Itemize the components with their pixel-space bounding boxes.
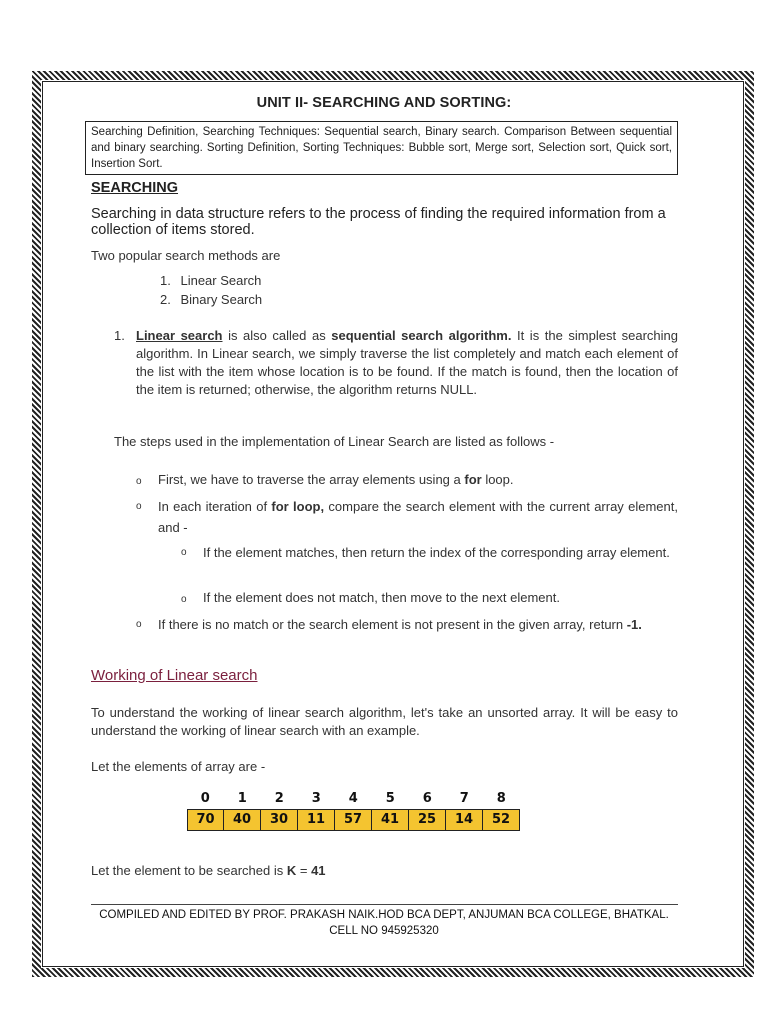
key-symbol: K (286, 863, 297, 878)
method-label: Linear Search (180, 273, 262, 288)
array-cell: 25 (409, 809, 446, 831)
text-span: loop. (481, 472, 514, 487)
method-label: Binary Search (180, 292, 263, 307)
text-span: If there is no match or the search element is not present in the given array, return (158, 617, 627, 632)
array-cell: 52 (483, 809, 520, 831)
array-cell: 41 (372, 809, 409, 831)
bullet-icon: o (136, 476, 142, 487)
key-value: 41 (311, 863, 326, 878)
method-number: 2. (160, 292, 171, 307)
sub-step-item: If the element matches, then return the index of the corresponding array element. (203, 545, 670, 560)
page-title: UNIT II- SEARCHING AND SORTING: (256, 95, 512, 111)
bullet-icon: o (136, 501, 142, 512)
array-cell: 40 (224, 809, 261, 831)
method-number: 1. (160, 273, 171, 288)
text-span: is also called as (222, 328, 332, 343)
methods-intro: Two popular search methods are (91, 248, 281, 263)
bullet-icon: o (181, 594, 187, 605)
step-item (158, 614, 678, 635)
text-span: = (296, 863, 312, 878)
working-paragraph: To understand the working of linear search algorithm, let's take an unsorted array. It will be easy to understand the working of linear search with an example. (91, 705, 678, 738)
text-span: Let the element to be searched is (91, 863, 287, 878)
section-heading-working: Working of Linear search (91, 667, 258, 684)
array-index: 2 (274, 791, 285, 806)
method-item (160, 272, 261, 290)
searching-definition: Searching in data structure refers to the process of finding the required information from a collection of items stored. (91, 206, 666, 238)
array-cell: 57 (335, 809, 372, 831)
array-value-row (187, 809, 520, 831)
array-index: 4 (348, 791, 359, 806)
linear-search-term: Linear search (136, 328, 223, 343)
elements-intro: Let the elements of array are - (91, 759, 266, 774)
array-cell: 30 (261, 809, 298, 831)
array-index: 6 (422, 791, 433, 806)
array-cell: 14 (446, 809, 483, 831)
array-cell: 70 (187, 809, 224, 831)
keyword: -1. (626, 617, 642, 632)
keyword: for loop, (271, 499, 325, 514)
footer-divider (91, 904, 678, 905)
array-index-row (187, 791, 520, 806)
array-index: 7 (459, 791, 470, 806)
array-cell: 11 (298, 809, 335, 831)
step-item (158, 496, 678, 538)
search-key-line (91, 862, 326, 880)
text-span: compare the search element with the current array element, and - (158, 499, 678, 535)
footer-contact: CELL NO 945925320 (329, 925, 439, 937)
bullet-icon: o (181, 547, 187, 558)
sub-step-item: If the element does not match, then move to the next element. (203, 590, 560, 605)
steps-intro: The steps used in the implementation of Linear Search are listed as follows - (114, 434, 555, 449)
sequential-search-term: sequential search algorithm. (331, 328, 512, 343)
text-span: In each iteration of (158, 499, 272, 514)
method-item (160, 291, 262, 309)
bullet-icon: o (136, 619, 142, 630)
step-item (158, 471, 678, 489)
text-span: It is the simplest searching algorithm. In Linear search, we simply traverse the list completely and match each element of the list with the item whose location is to be found. If the match is found, then the location of the item is returned; otherwise, the algorithm returns NULL. (136, 328, 678, 397)
array-index: 5 (385, 791, 396, 806)
array-index: 8 (496, 791, 507, 806)
linear-search-paragraph (136, 327, 678, 399)
array-index: 0 (200, 791, 211, 806)
syllabus-box: Searching Definition, Searching Techniques: Sequential search, Binary search. Comparison Between sequential and binary searching. Sorting Definition, Sorting Techniques: Bubble sort, Merge sort, Selection sort, Quick sort, Insertion Sort. (85, 121, 678, 175)
linear-item-number: 1. (114, 328, 125, 343)
keyword: for (464, 472, 482, 487)
footer-credit: COMPILED AND EDITED BY PROF. PRAKASH NAIK.HOD BCA DEPT, ANJUMAN BCA COLLEGE, BHATKAL. (99, 909, 669, 921)
array-index: 3 (311, 791, 322, 806)
text-span: First, we have to traverse the array elements using a (158, 472, 465, 487)
array-index: 1 (237, 791, 248, 806)
section-heading-searching: SEARCHING (91, 180, 179, 196)
